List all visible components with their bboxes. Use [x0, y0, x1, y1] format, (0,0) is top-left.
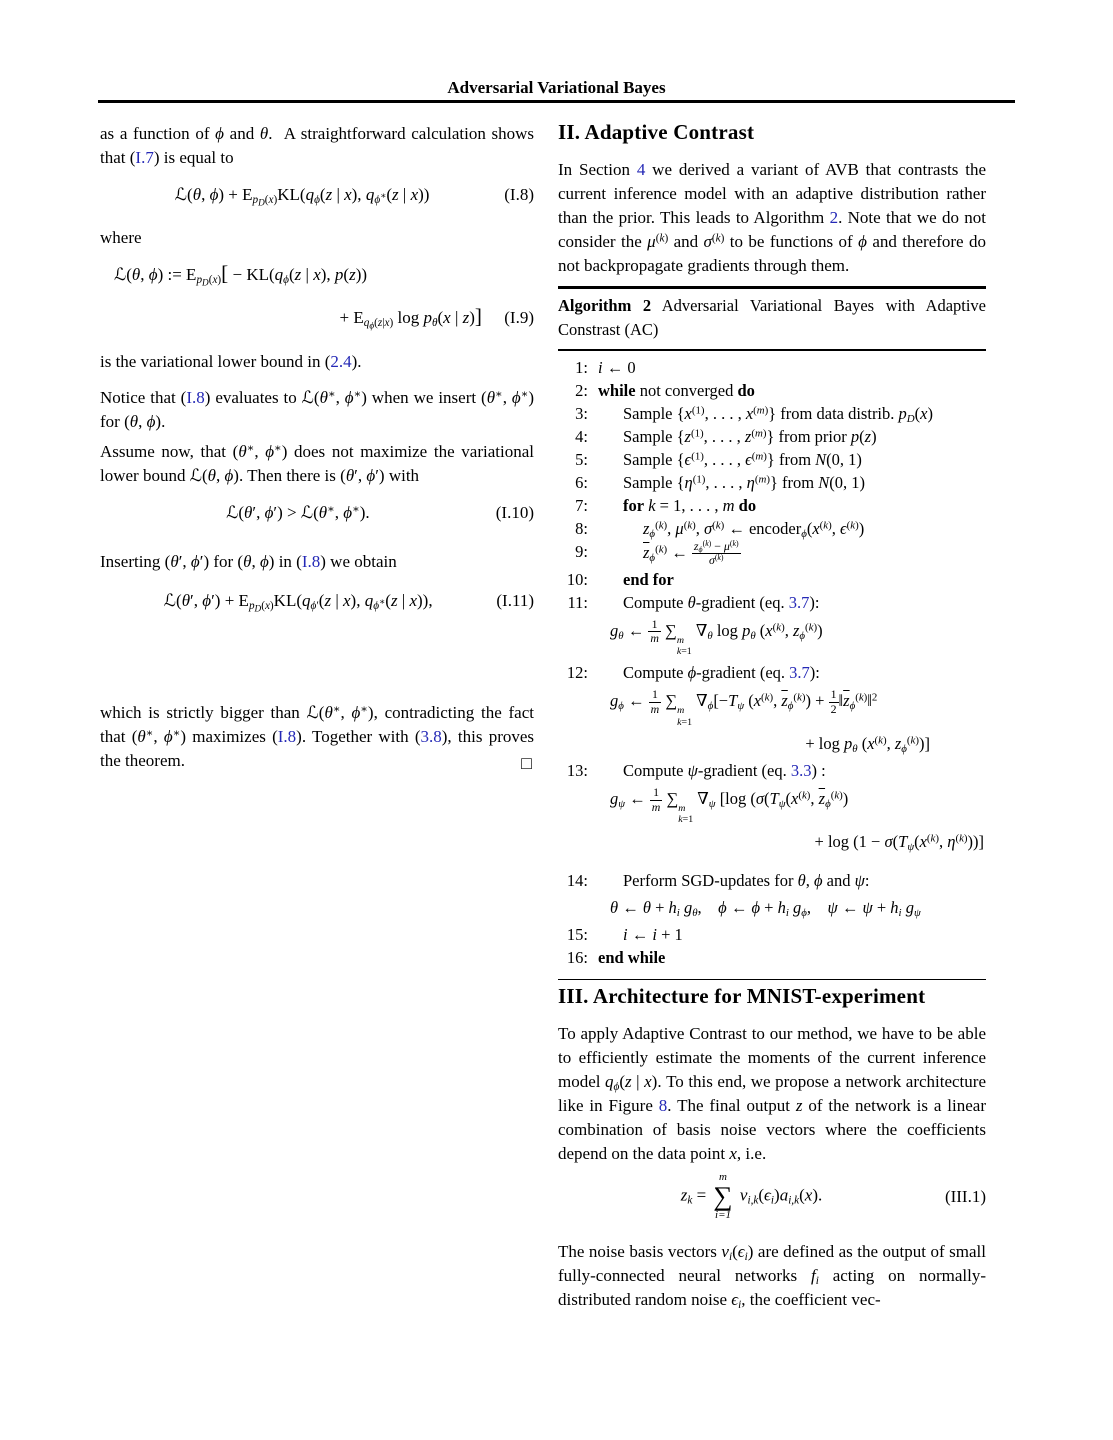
paragraph-6-wrap [100, 701, 534, 773]
algorithm-line-number: 14: [566, 870, 588, 890]
paragraph-2: is the variational lower bound in (2.4). [100, 352, 362, 371]
algorithm-line-number: 15: [566, 924, 588, 944]
algorithm-line-number: 5: [575, 449, 588, 469]
algorithm-line-content: + $\log p_\theta$ ($x^{(k)}$, $z_\phi^{(k)}$)] [805, 734, 930, 756]
section-3-paragraph-2: The noise basis vectors $v_i(\epsilon_i)$ are defined as the output of small fully-connected neural networks $f_i$ acting on normally-distributed random noise $\epsilon_i$, the coefficient vec- [558, 1242, 986, 1312]
algorithm-line [558, 425, 986, 448]
algorithm-line-content: Compute ϕ-gradient (eq. 3.7): [623, 663, 820, 683]
equation-number: (III.1) [944, 1186, 986, 1206]
algorithm-caption: Algorithm 2 Adversarial Variational Bayes with Adaptive Constrast (AC) [558, 296, 987, 339]
algorithm-line-content: Sample {$\eta^{(1)}$, . . . , $\eta^{(m)}$} from N(0, 1) [623, 472, 865, 492]
algorithm-line-content: Perform SGD-updates for θ, ϕ and ψ: [623, 870, 870, 890]
algorithm-line-content: Compute θ-gradient (eq. 3.7): [623, 592, 820, 612]
algorithm-line-content: end for [623, 569, 674, 589]
algorithm-line [558, 661, 986, 684]
algorithm-line-content: Sample {$\epsilon^{(1)}$, . . . , $\epsilon^{(m)}$} from N(0, 1) [623, 449, 862, 469]
algorithm-line-number: 4: [575, 426, 588, 446]
algorithm-line [558, 448, 986, 471]
section-2-intro: In Section 4 we derived a variant of AVB that contrasts the current inference model with an adaptive distribution rather than the prior. This leads to Algorithm 2. Note that we do not consider the $\mu^{(k)}$ and $\sigma^{(k)}$ to be functions of ϕ and therefore do not backpropagate gradients through them. [558, 160, 987, 275]
algorithm-line-number: 6: [575, 472, 588, 492]
equation-number: (I.11) [496, 591, 534, 610]
paragraph-5: Inserting (θ′, ϕ′) for (θ, ϕ) in (I.8) we obtain [100, 552, 397, 571]
equation-number: (I.8) [504, 185, 534, 204]
algorithm-line-content: θ ← $\theta + h_i$ $g_\theta$, ϕ ← $\phi + h_i$ $g_\phi$, ψ ← $\psi + h_i$ $g_\psi$ [610, 897, 921, 919]
equation-line-2: + $E_{q_\phi(z|x)}$ $\log p_\theta(x$ | z)] [339, 304, 482, 331]
equation-III1 [558, 1172, 986, 1221]
equation-body: ℒ(θ′, ϕ′) > ℒ(θ∗, ϕ∗). [226, 503, 370, 522]
equation-I10 [100, 500, 534, 526]
right-column [558, 0, 986, 1440]
algorithm-rule-bottom [558, 979, 986, 981]
algorithm-line-content: i ← 0 [598, 357, 636, 377]
algorithm-line-content: $z_\phi^{(k)}$, $\mu^{(k)}$, $\sigma^{(k)}$ ← $encoder_\phi(x^{(k)}$, $\epsilon^{(k)}$) [643, 518, 865, 540]
algorithm-line-content: $\overline{z}_\phi^{(k)}$ ← $\frac{z_\phi^{(k)} - \mu^{(k)}}{\sigma^{(k)}}$ [643, 538, 739, 568]
running-title: Adversarial Variational Bayes [447, 78, 666, 97]
paragraph-4: Assume now, that (θ∗, ϕ∗) does not maximize the variational lower bound ℒ(θ, ϕ). Then there is (θ′, ϕ′) with [100, 442, 534, 485]
equation-body: $z_k$ = m ∑ i=1 $v_{i,k}(\epsilon_i)a_{i,k}(x)$. [680, 1171, 823, 1221]
algorithm-line-number: 2: [575, 380, 588, 400]
algorithm-line-content: $g_\phi$ ← $\frac{1}{m}$ ∑ m k=1 $\nabla_\phi[-T_\psi$ ($x^{(k)}$, $\overline{z}_\phi^{(k)}$) + $\frac{1}{2}$ $‖\overline{z}_\phi^{(k)}‖^2$ [610, 687, 878, 728]
algorithm-equation-line [558, 896, 986, 919]
equation-number: (I.9) [504, 308, 534, 327]
algorithm-line [558, 591, 986, 614]
algorithm-line [558, 759, 986, 782]
algorithm-equation-line [558, 618, 986, 658]
algorithm-equation-line [558, 688, 986, 728]
algorithm-line-number: 9: [575, 542, 588, 562]
algorithm-line [558, 923, 986, 946]
algorithm-box [558, 286, 986, 980]
paragraph-6: which is strictly bigger than ℒ(θ∗, ϕ∗), contradicting the fact that (θ∗, ϕ∗) maximizes (I.8). Together with (3.8), this proves the theorem. [100, 703, 535, 770]
algorithm-line-number: 13: [566, 761, 588, 781]
algorithm-line [558, 379, 986, 402]
algorithm-line [558, 540, 986, 568]
section-3-paragraph-1: To apply Adaptive Contrast to our method, we have to be able to efficiently estimate the moments of the current inference model $q_\phi(z$ | x). To this end, we propose a network architecture like in Figure 8. The final output z of the network is a linear combination of basis noise vectors where the coefficients depend on the data point x, i.e. [558, 1024, 986, 1163]
algorithm-line [558, 494, 986, 517]
algorithm-line-number: 3: [575, 403, 588, 423]
equation-body: ℒ(θ′, $\phi') + E_{p_D(x)}KL(q_{\phi'}(z$ | x), $q_{\phi^∗}(z$ | x)), [163, 591, 433, 614]
algorithm-line-number: 8: [575, 518, 588, 538]
left-column [100, 0, 534, 1440]
algorithm-line-number: 11: [567, 592, 588, 612]
algorithm-equation-line [558, 830, 986, 853]
algorithm-line-number: 12: [566, 663, 588, 683]
algorithm-line-number: 1: [575, 357, 588, 377]
paragraph-3: Notice that (I.8) evaluates to ℒ(θ∗, ϕ∗) when we insert (θ∗, ϕ∗) for (θ, ϕ). [100, 388, 534, 431]
section-2-heading: II. Adaptive Contrast [558, 120, 755, 144]
qed-symbol: □ [521, 753, 532, 773]
algorithm-equation-line [558, 786, 986, 826]
algorithm-line [558, 869, 986, 892]
equation-body: ℒ(θ, $\phi) + E_{p_D(x)}KL(q_\phi(z$ | x), $q_{\phi^∗}(z$ | x)) [174, 185, 430, 208]
algorithm-lines [558, 351, 986, 971]
algorithm-line-content: Sample {$x^{(1)}$, . . . , $x^{(m)}$} from data distrib. $p_D(x)$ [623, 403, 933, 425]
algorithm-line [558, 471, 986, 494]
algorithm-equation-line [558, 732, 986, 755]
where-label: where [100, 228, 142, 247]
algorithm-line-number: 16: [566, 947, 588, 967]
equation-I11 [100, 588, 534, 614]
section-3-heading: III. Architecture for MNIST-experiment [558, 984, 926, 1008]
equation-I8 [100, 182, 534, 208]
algorithm-line-content: i ← i + 1 [623, 924, 683, 944]
algorithm-line [558, 568, 986, 591]
algorithm-line-content: Compute ψ-gradient (eq. 3.3) : [623, 761, 826, 781]
algorithm-line [558, 946, 986, 969]
algorithm-line [558, 402, 986, 425]
algorithm-line [558, 356, 986, 379]
algorithm-line-number: 7: [575, 495, 588, 515]
equation-number: (I.10) [495, 503, 534, 522]
algorithm-line-content: for k = 1, . . . , m do [623, 495, 757, 515]
algorithm-line-content: + $\log (1 - \sigma(T_\psi(x^{(k)}$, $\eta^{(k)}$))] [814, 831, 984, 853]
algorithm-line [558, 517, 986, 540]
algorithm-line-content: $g_\theta$ ← $\frac{1}{m}$ ∑ m k=1 $\nabla_\theta$ $\log p_\theta$ ($x^{(k)}$, $z_\phi^{(k)}$) [610, 616, 823, 658]
algorithm-line-content: Sample {$z^{(1)}$, . . . , $z^{(m)}$} from prior p(z) [623, 426, 877, 446]
algorithm-line-content: while not converged do [598, 380, 755, 400]
equation-I9 [100, 260, 534, 331]
algorithm-line-content: $g_\psi$ ← $\frac{1}{m}$ ∑ m k=1 $\nabla_\psi$ [log ($\sigma(T_\psi(x^{(k)}$, $\overline{z}_\phi^{(k)}$) [610, 785, 849, 826]
algorithm-line-content: end while [598, 947, 666, 967]
algorithm-line-number: 10: [566, 569, 588, 589]
paragraph-1: as a function of ϕ and θ. A straightforward calculation shows that (I.7) is equal to [100, 124, 534, 167]
equation-line-1: ℒ(θ, ϕ) := $E_{p_D(x)}[ - KL(q_\phi(z$ | x), p(z)) [114, 261, 368, 288]
